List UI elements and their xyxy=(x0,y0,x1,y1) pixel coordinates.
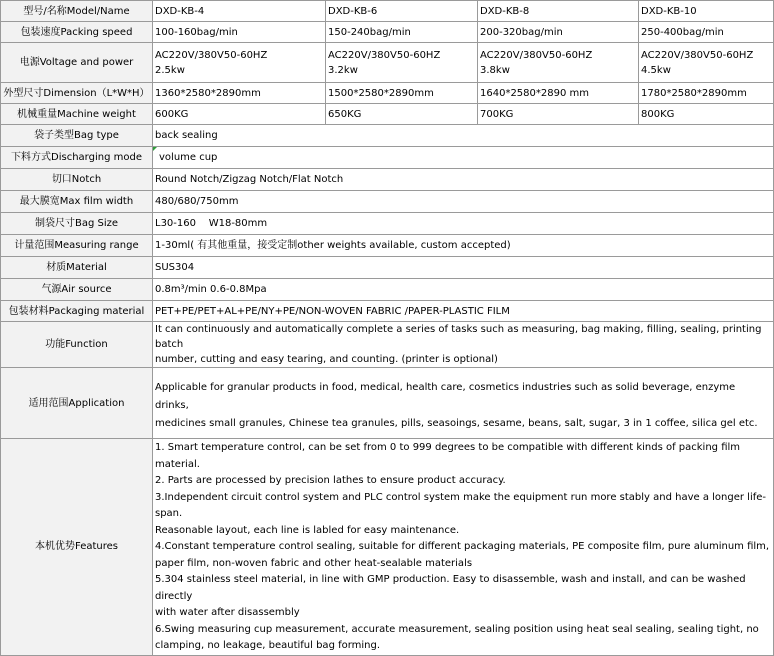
voltage-kb8 xyxy=(478,43,639,83)
air-source-row xyxy=(1,279,774,301)
voltage-kb6-supply: AC220V/380V50-60HZ xyxy=(328,49,441,61)
voltage-kb6-power: 3.2kw xyxy=(328,64,358,76)
application-line: Applicable for granular products in food, medical, health care, cosmetics industries such as solid beverage, enzyme drinks, xyxy=(155,382,736,411)
dimension-kb6: 1500*2580*2890mm xyxy=(326,83,478,104)
voltage-kb4 xyxy=(153,43,326,83)
features-value xyxy=(153,439,774,656)
feature-line: 4.Constant temperature control sealing, suitable for different packaging materials, PE composite film, pure aluminum film, xyxy=(155,541,770,552)
packing-speed-kb6: 150-240bag/min xyxy=(326,22,478,43)
voltage-kb10-supply: AC220V/380V50-60HZ xyxy=(641,49,754,61)
material-value: SUS304 xyxy=(153,257,774,279)
feature-line: with water after disassembly xyxy=(155,607,300,618)
dimension-kb10: 1780*2580*2890mm xyxy=(639,83,774,104)
dimension-kb4: 1360*2580*2890mm xyxy=(153,83,326,104)
film-width-label: 最大膜宽Max film width xyxy=(1,191,153,213)
model-name-kb8: DXD-KB-8 xyxy=(478,1,639,22)
application-line: medicines small granules, Chinese tea granules, pills, seasoings, sesame, beans, salt, sugar, 3 in 1 coffee, silica gel etc. xyxy=(155,418,758,429)
packaging-material-row xyxy=(1,301,774,322)
application-value xyxy=(153,368,774,439)
voltage-kb4-supply: AC220V/380V50-60HZ xyxy=(155,49,268,61)
weight-kb4: 600KG xyxy=(153,104,326,125)
feature-line: 5.304 stainless steel material, in line with GMP production. Easy to disassemble, wash and install, and can be washed directly xyxy=(155,574,746,602)
bag-size-value xyxy=(153,213,774,235)
bag-type-label: 袋子类型Bag type xyxy=(1,125,153,147)
notch-value: Round Notch/Zigzag Notch/Flat Notch xyxy=(153,169,774,191)
function-line: It can continuously and automatically complete a series of tasks such as measuring, bag making, filling, sealing, printing batch xyxy=(155,324,762,350)
voltage-label: 电源Voltage and power xyxy=(1,43,153,83)
voltage-kb10-power: 4.5kw xyxy=(641,64,671,76)
film-width-value: 480/680/750mm xyxy=(153,191,774,213)
feature-line: 3.Independent circuit control system and PLC control system make the equipment run more stably and have a longer life-span. xyxy=(155,491,767,519)
measuring-label: 计量范围Measuring range xyxy=(1,235,153,257)
features-row xyxy=(1,439,774,656)
discharging-label: 下料方式Discharging mode xyxy=(1,147,153,169)
cell-comment-marker xyxy=(153,147,157,151)
feature-line: 1. Smart temperature control, can be set from 0 to 999 degrees to be compatible with different kinds of packing film material. xyxy=(155,442,741,470)
air-source-label: 气源Air source xyxy=(1,279,153,301)
voltage-kb8-supply: AC220V/380V50-60HZ xyxy=(480,49,593,61)
application-row xyxy=(1,368,774,439)
model-name-kb4: DXD-KB-4 xyxy=(153,1,326,22)
discharging-text: volume cup xyxy=(159,152,218,163)
discharging-value xyxy=(153,147,774,169)
model-name-kb10: DXD-KB-10 xyxy=(639,1,774,22)
bag-size-text: L30-160 W18-80mm xyxy=(155,218,268,229)
features-label: 本机优势Features xyxy=(1,439,153,656)
feature-line: 6.Swing measuring cup measurement, accurate measurement, sealing position using heat seal sealing, sealing tight, no xyxy=(155,623,759,635)
notch-row xyxy=(1,169,774,191)
packaging-material-value: PET+PE/PET+AL+PE/NY+PE/NON-WOVEN FABRIC /PAPER-PLASTIC FILM xyxy=(153,301,774,322)
bag-type-row xyxy=(1,125,774,147)
function-line: number, cutting and easy tearing, and counting. (printer is optional) xyxy=(155,354,498,365)
weight-row xyxy=(1,104,774,125)
measuring-value: 1-30ml( 有其他重量，接受定制other weights available, custom accepted) xyxy=(153,235,774,257)
material-label: 材质Material xyxy=(1,257,153,279)
packing-speed-kb10: 250-400bag/min xyxy=(639,22,774,43)
feature-line: Reasonable layout, each line is labled for easy maintenance. xyxy=(155,524,460,536)
film-width-row xyxy=(1,191,774,213)
discharging-row xyxy=(1,147,774,169)
function-value xyxy=(153,322,774,368)
packing-speed-kb4: 100-160bag/min xyxy=(153,22,326,43)
feature-line: 2. Parts are processed by precision lathes to ensure product accuracy. xyxy=(155,475,506,486)
dimension-label: 外型尺寸Dimension（L*W*H） xyxy=(1,83,153,104)
weight-kb8: 700KG xyxy=(478,104,639,125)
model-name-label: 型号/名称Model/Name xyxy=(1,1,153,22)
function-label: 功能Function xyxy=(1,322,153,368)
voltage-row xyxy=(1,43,774,83)
bag-size-label: 制袋尺寸Bag Size xyxy=(1,213,153,235)
material-row xyxy=(1,257,774,279)
measuring-row xyxy=(1,235,774,257)
dimension-kb8: 1640*2580*2890 mm xyxy=(478,83,639,104)
weight-kb6: 650KG xyxy=(326,104,478,125)
notch-label: 切口Notch xyxy=(1,169,153,191)
application-label: 适用范围Application xyxy=(1,368,153,439)
voltage-kb8-power: 3.8kw xyxy=(480,64,510,76)
weight-label: 机械重量Machine weight xyxy=(1,104,153,125)
packing-speed-row xyxy=(1,22,774,43)
bag-size-row xyxy=(1,213,774,235)
packaging-material-label: 包装材料Packaging material xyxy=(1,301,153,322)
packing-speed-label: 包装速度Packing speed xyxy=(1,22,153,43)
header-row xyxy=(1,1,774,22)
function-row xyxy=(1,322,774,368)
feature-line: paper film, non-woven fabric and other heat-sealable materials xyxy=(155,557,473,569)
air-source-value: 0.8m³/min 0.6-0.8Mpa xyxy=(153,279,774,301)
feature-line: clamping, no leakage, beautiful bag forming. xyxy=(155,640,381,651)
voltage-kb4-power: 2.5kw xyxy=(155,64,185,76)
weight-kb10: 800KG xyxy=(639,104,774,125)
voltage-kb6 xyxy=(326,43,478,83)
bag-type-value: back sealing xyxy=(153,125,774,147)
packing-speed-kb8: 200-320bag/min xyxy=(478,22,639,43)
voltage-kb10 xyxy=(639,43,774,83)
model-name-kb6: DXD-KB-6 xyxy=(326,1,478,22)
dimension-row xyxy=(1,83,774,104)
